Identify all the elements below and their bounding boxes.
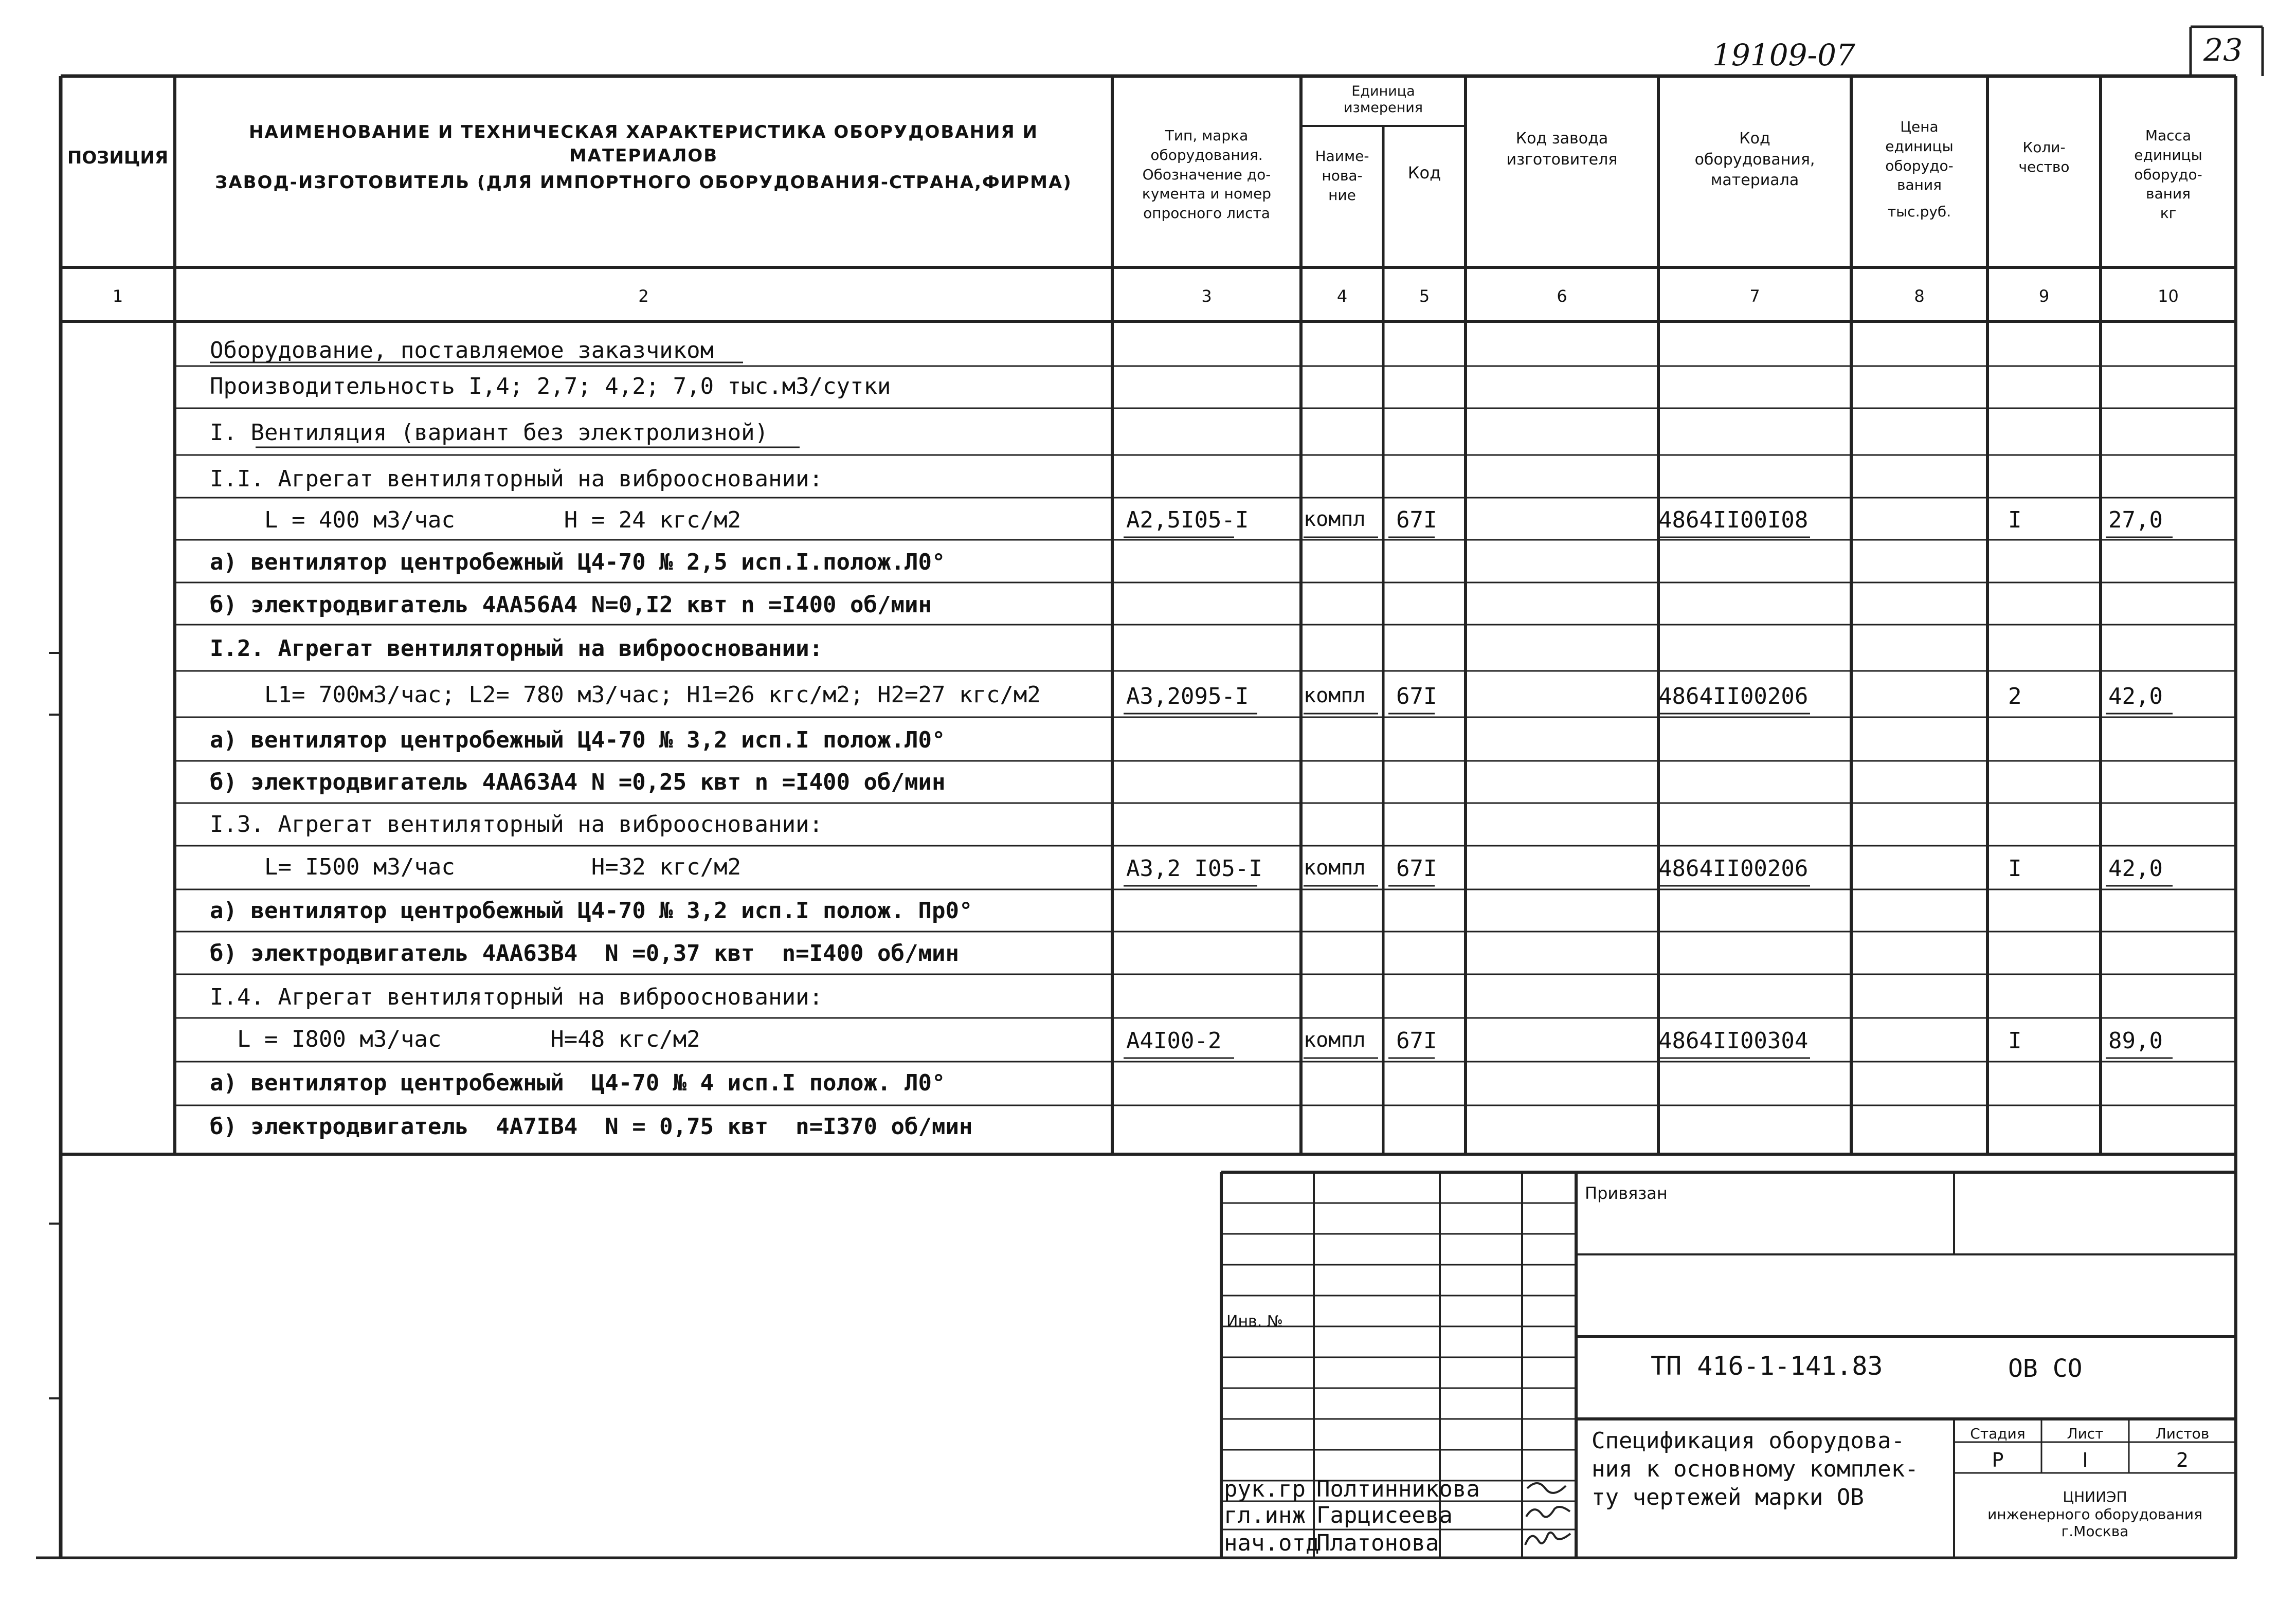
signer-name: Гарцисеева <box>1316 1502 1453 1528</box>
row-type: А3,2 I05-I <box>1126 855 1262 882</box>
row-mass: 42,0 <box>2108 855 2163 882</box>
header-unit-name: Наиме- нова- ние <box>1315 148 1369 204</box>
row-name: б) электродвигатель 4АА63В4 N =0,37 квт n=I400 об/мин <box>210 940 959 967</box>
col-number: 5 <box>1419 286 1430 306</box>
col-number: 6 <box>1557 286 1567 306</box>
col-number: 1 <box>112 286 123 306</box>
row-name: а) вентилятор центробежный Ц4-70 № 4 исп.I полож. Л0° <box>210 1070 946 1096</box>
row-type: А4I00-2 <box>1126 1028 1222 1054</box>
row-name: I. Вентиляция (вариант без электролизной) <box>210 420 769 446</box>
signature-marks <box>1522 1473 1576 1555</box>
row-name: а) вентилятор центробежный Ц4-70 № 2,5 исп.I.полож.Л0° <box>210 549 946 575</box>
col-number: 9 <box>2038 286 2050 306</box>
row-code: 67I <box>1396 507 1437 533</box>
row-name: Производительность I,4; 2,7; 4,2; 7,0 тыс.м3/сутки <box>210 373 891 399</box>
row-quantity: I <box>2008 855 2022 882</box>
row-name: L = 400 м3/час H = 24 кгс/м2 <box>210 507 742 533</box>
drawing-mark: ОВ СО <box>2008 1354 2083 1383</box>
row-code: 67I <box>1396 683 1437 709</box>
row-name: I.2. Агрегат вентиляторный на виброосновании: <box>210 635 823 662</box>
row-name: б) электродвигатель 4АА56А4 N=0,I2 квт n =I400 об/мин <box>210 592 932 618</box>
col-number: 4 <box>1336 286 1348 306</box>
row-unit: компл <box>1304 684 1366 707</box>
row-name: а) вентилятор центробежный Ц4-70 № 3,2 исп.I полож.Л0° <box>210 727 946 753</box>
header-price: Цена единицы оборудо- вания тыс.руб. <box>1885 118 1954 221</box>
sheets-label: Листов <box>2155 1425 2210 1442</box>
row-material-code: 4864II00206 <box>1658 683 1809 709</box>
document-number: 19109-07 <box>1712 38 1855 72</box>
signer-role: рук.гр <box>1224 1476 1306 1502</box>
row-mass: 27,0 <box>2108 507 2163 533</box>
row-unit: компл <box>1304 507 1366 531</box>
header-factory-code: Код завода изготовителя <box>1506 130 1618 169</box>
header-material-code: Код оборудования, материала <box>1694 130 1815 189</box>
stage-label: Стадия <box>1970 1425 2026 1442</box>
row-mass: 89,0 <box>2108 1028 2163 1054</box>
row-name: Оборудование, поставляемое заказчиком <box>210 337 714 363</box>
header-position: ПОЗИЦИЯ <box>67 148 169 168</box>
sheets-value: 2 <box>2176 1449 2189 1471</box>
row-name: б) электродвигатель 4АА63А4 N =0,25 квт n =I400 об/мин <box>210 769 946 795</box>
col-number: 8 <box>1914 286 1925 306</box>
row-mass: 42,0 <box>2108 683 2163 709</box>
header-unit-code: Код <box>1407 163 1441 183</box>
row-name: I.4. Агрегат вентиляторный на виброосновании: <box>210 984 823 1010</box>
header-type: Тип, марка оборудования. Обозначение до- кумента и номер опросного листа <box>1142 127 1272 222</box>
row-code: 67I <box>1396 855 1437 882</box>
col-number: 7 <box>1749 286 1760 306</box>
row-quantity: I <box>2008 507 2022 533</box>
signer-role: нач.отд <box>1224 1530 1319 1556</box>
stage-value: Р <box>1992 1449 2004 1471</box>
row-code: 67I <box>1396 1028 1437 1054</box>
signer-name: Платонова <box>1316 1530 1439 1556</box>
inventory-label: Инв. № <box>1226 1313 1283 1331</box>
row-name: L1= 700м3/час; L2= 780 м3/час; H1=26 кгс/м2; H2=27 кгс/м2 <box>210 682 1041 708</box>
sheet-label: Лист <box>2067 1425 2104 1442</box>
page-number: 23 <box>2203 32 2243 68</box>
row-name: L= I500 м3/час H=32 кгс/м2 <box>210 854 742 880</box>
row-unit: компл <box>1304 1028 1366 1052</box>
header-unit-group: Единица измерения <box>1343 83 1423 116</box>
document-title: Спецификация оборудова- ния к основному комплек- ту чертежей марки ОВ <box>1592 1428 1919 1510</box>
signer-role: гл.инж <box>1224 1502 1306 1528</box>
bound-label: Привязан <box>1585 1183 1668 1203</box>
row-unit: компл <box>1304 856 1366 880</box>
row-quantity: I <box>2008 1028 2022 1054</box>
col-number: 10 <box>2158 286 2179 306</box>
col-number: 2 <box>638 286 649 306</box>
header-mass: Масса единицы оборудо- вания кг <box>2134 127 2202 222</box>
row-material-code: 4864II00304 <box>1658 1028 1809 1054</box>
row-name: I.I. Агрегат вентиляторный на виброосновании: <box>210 466 823 492</box>
row-material-code: 4864II00206 <box>1658 855 1809 882</box>
organization: ЦНИИЭП инженерного оборудования г.Москва <box>1987 1488 2202 1540</box>
row-material-code: 4864II00I08 <box>1658 507 1809 533</box>
row-name: а) вентилятор центробежный Ц4-70 № 3,2 исп.I полож. Пр0° <box>210 898 973 924</box>
row-quantity: 2 <box>2008 683 2022 709</box>
row-name: б) электродвигатель 4А7IВ4 N = 0,75 квт n=I370 об/мин <box>210 1114 973 1140</box>
row-type: А3,2095-I <box>1126 683 1249 709</box>
project-code: ТП 416-1-141.83 <box>1651 1351 1883 1381</box>
sheet-value: I <box>2082 1449 2088 1471</box>
header-quantity: Коли- чество <box>2018 139 2070 175</box>
row-name: L = I800 м3/час H=48 кгс/м2 <box>210 1026 700 1052</box>
row-type: А2,5I05-I <box>1126 507 1249 533</box>
signer-name: Полтинникова <box>1316 1476 1480 1502</box>
header-name: НАИМЕНОВАНИЕ И ТЕХНИЧЕСКАЯ ХАРАКТЕРИСТИКА ОБОРУДОВАНИЯ И МАТЕРИАЛОВ ЗАВОД-ИЗГОТОВИТЕЛЬ (ДЛЯ ИМПОРТНОГО ОБОРУДОВАНИЯ-СТРАНА,ФИРМА) <box>215 122 1072 193</box>
row-name: I.3. Агрегат вентиляторный на виброосновании: <box>210 811 823 837</box>
col-number: 3 <box>1201 286 1212 306</box>
